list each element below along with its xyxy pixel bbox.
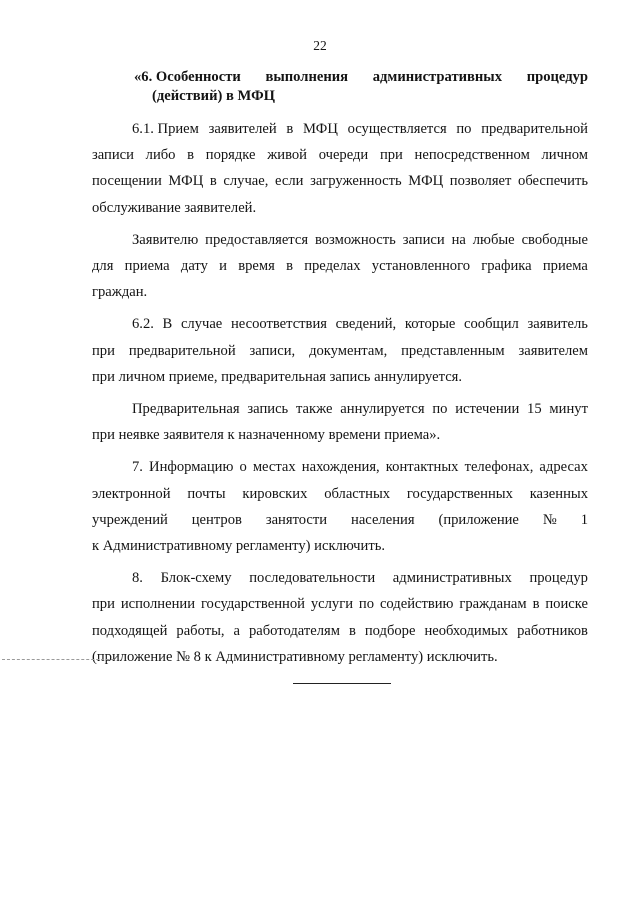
text-word: учреждений — [92, 511, 168, 528]
text-word: 6.2. — [132, 316, 154, 333]
text-word: государственной — [200, 596, 305, 613]
text-word: (приложение — [438, 511, 519, 528]
text-word: порядке — [205, 147, 256, 164]
text-word: содействию — [379, 596, 454, 613]
text-word: контактных — [385, 459, 459, 476]
text-word: графика — [481, 258, 532, 275]
text-word: местах — [252, 459, 296, 476]
text-word: личном — [541, 147, 588, 164]
text-word: которые — [404, 316, 456, 333]
text-word: обеспечить — [518, 173, 588, 190]
text-word: почты — [187, 485, 226, 502]
text-word: предварительной — [481, 121, 588, 137]
section-heading — [92, 68, 588, 106]
heading-word: административных — [372, 69, 502, 85]
text-word: загруженность — [310, 173, 402, 190]
paragraph-line — [92, 116, 588, 142]
document-body — [92, 116, 588, 676]
text-word: (приложение № 8 к Административному регламенту) исключить. — [92, 648, 498, 665]
text-word: в — [348, 622, 356, 639]
text-word: работодателям — [248, 622, 340, 639]
text-word: на — [451, 231, 466, 248]
text-word: 15 — [527, 401, 542, 418]
text-word: МФЦ — [408, 173, 444, 190]
paragraph-line — [92, 507, 588, 533]
text-word: если — [275, 173, 304, 190]
text-word: при — [379, 147, 403, 164]
text-word: при — [92, 596, 115, 613]
paragraph-line — [92, 311, 588, 337]
text-word: при — [92, 342, 115, 359]
text-word: непосредственном — [414, 147, 530, 164]
paragraph — [92, 227, 588, 306]
scan-artifact — [2, 659, 114, 661]
text-word: о — [239, 459, 247, 476]
paragraph-line — [92, 253, 588, 279]
text-word: установленного — [371, 258, 471, 275]
paragraph-line — [92, 481, 588, 507]
paragraph-line — [92, 618, 588, 644]
paragraph — [92, 396, 588, 448]
text-word: кировских — [242, 485, 308, 502]
closing-separator-line — [293, 683, 391, 684]
text-word: а — [233, 622, 240, 639]
paragraph-line — [92, 364, 588, 390]
text-word: занятости — [265, 511, 328, 528]
text-word: по — [432, 401, 448, 418]
text-word: записи — [402, 231, 445, 248]
text-word: очереди — [318, 147, 369, 164]
text-word: представленным — [401, 342, 505, 359]
text-word: последовательности — [249, 570, 376, 587]
text-word: обслуживание заявителей. — [92, 199, 257, 216]
section-heading-line-1 — [134, 68, 588, 87]
text-word: истечении — [455, 401, 520, 418]
text-word: граждан. — [92, 284, 148, 301]
text-word: предоставляется — [205, 231, 309, 248]
text-word: приема — [542, 258, 588, 275]
text-word: несоответствия — [230, 316, 327, 333]
text-word: электронной — [92, 485, 171, 502]
text-word: услуги — [310, 596, 354, 613]
paragraph-line — [92, 454, 588, 480]
text-word: по — [358, 596, 375, 613]
text-word: населения — [351, 511, 415, 528]
paragraph-line — [92, 195, 588, 221]
text-word: гражданам — [459, 596, 527, 613]
text-word: МФЦ — [303, 121, 338, 137]
text-word: по — [456, 121, 472, 137]
text-word: в — [286, 121, 294, 137]
text-word: осуществляется — [347, 121, 447, 137]
text-word: исполнении — [120, 596, 196, 613]
paragraph-line — [92, 644, 588, 670]
text-word: записи, — [249, 342, 296, 359]
text-word: Заявителю — [132, 231, 199, 248]
heading-word: «6. Особенности — [134, 69, 241, 85]
paragraph-line — [92, 422, 588, 448]
text-word: в — [209, 173, 217, 190]
text-word: для — [92, 258, 114, 275]
text-word: работы, — [176, 622, 225, 639]
text-word: в — [532, 596, 540, 613]
text-word: посещении — [92, 173, 162, 190]
text-word: заявитель — [527, 316, 588, 333]
text-word: 1 — [580, 511, 588, 528]
text-word: казенных — [529, 485, 588, 502]
text-word: процедур — [529, 570, 588, 587]
paragraph-line — [92, 565, 588, 591]
paragraph — [92, 565, 588, 670]
text-word: административных — [392, 570, 512, 587]
text-word: минут — [549, 401, 588, 418]
text-word: государственных — [406, 485, 513, 502]
paragraph-line — [92, 591, 588, 617]
paragraph-line — [92, 338, 588, 364]
text-word: свободные — [521, 231, 588, 248]
text-word: также — [296, 401, 333, 418]
paragraph-line — [92, 533, 588, 559]
text-word: областных — [324, 485, 391, 502]
text-word: запись — [247, 401, 289, 418]
paragraph-line — [92, 279, 588, 305]
text-word: время — [238, 258, 275, 275]
text-word: аннулируется — [340, 401, 425, 418]
text-word: случае — [180, 316, 223, 333]
text-word: случае, — [223, 173, 269, 190]
text-word: в — [187, 147, 195, 164]
text-word: живой — [267, 147, 307, 164]
page-number: 22 — [313, 38, 327, 53]
text-word: возможность — [314, 231, 396, 248]
text-word: центров — [191, 511, 242, 528]
text-word: позволяет — [449, 173, 512, 190]
text-word: подходящей — [92, 622, 168, 639]
text-word: адресах — [539, 459, 588, 476]
text-word: сведений, — [335, 316, 397, 333]
text-word: 8. — [132, 570, 143, 587]
text-word: предварительной — [128, 342, 236, 359]
text-word: 7. — [132, 459, 143, 476]
text-word: дату — [180, 258, 208, 275]
text-word: записи — [92, 147, 134, 164]
text-word: Блок-схему — [160, 570, 232, 587]
heading-word: выполнения — [265, 69, 349, 85]
text-word: МФЦ — [168, 173, 204, 190]
section-heading-line-2: (действий) в МФЦ — [152, 88, 275, 104]
text-word: поиске — [545, 596, 588, 613]
paragraph-line — [92, 227, 588, 253]
text-word: при личном приеме, предварительная запись аннулируется. — [92, 368, 463, 385]
text-word: пределах — [304, 258, 361, 275]
paragraph — [92, 311, 588, 390]
text-word: подборе — [364, 622, 416, 639]
text-word: нахождения, — [301, 459, 380, 476]
text-word: при неявке заявителя к назначенному времени приема». — [92, 427, 441, 444]
text-word: к Административному регламенту) исключить. — [92, 538, 386, 555]
text-word: 6.1. Прием — [132, 121, 199, 137]
text-word: либо — [145, 147, 176, 164]
text-word: сообщил — [464, 316, 519, 333]
text-word: приема — [124, 258, 170, 275]
text-word: Предварительная — [132, 401, 240, 418]
text-word: заявителем — [518, 342, 588, 359]
paragraph-line — [92, 168, 588, 194]
text-word: В — [162, 316, 173, 333]
paragraph-line — [92, 396, 588, 422]
paragraph-line — [92, 142, 588, 168]
heading-word: процедур — [526, 69, 588, 85]
text-word: телефонах, — [464, 459, 534, 476]
paragraph — [92, 454, 588, 559]
text-word: любые — [472, 231, 515, 248]
text-word: документам, — [309, 342, 388, 359]
text-word: Информацию — [149, 459, 234, 476]
paragraph — [92, 116, 588, 221]
text-word: заявителей — [208, 121, 277, 137]
text-word: работников — [517, 622, 588, 639]
text-word: необходимых — [424, 622, 509, 639]
text-word: в — [286, 258, 293, 275]
text-word: № — [542, 511, 557, 528]
text-word: и — [219, 258, 227, 275]
